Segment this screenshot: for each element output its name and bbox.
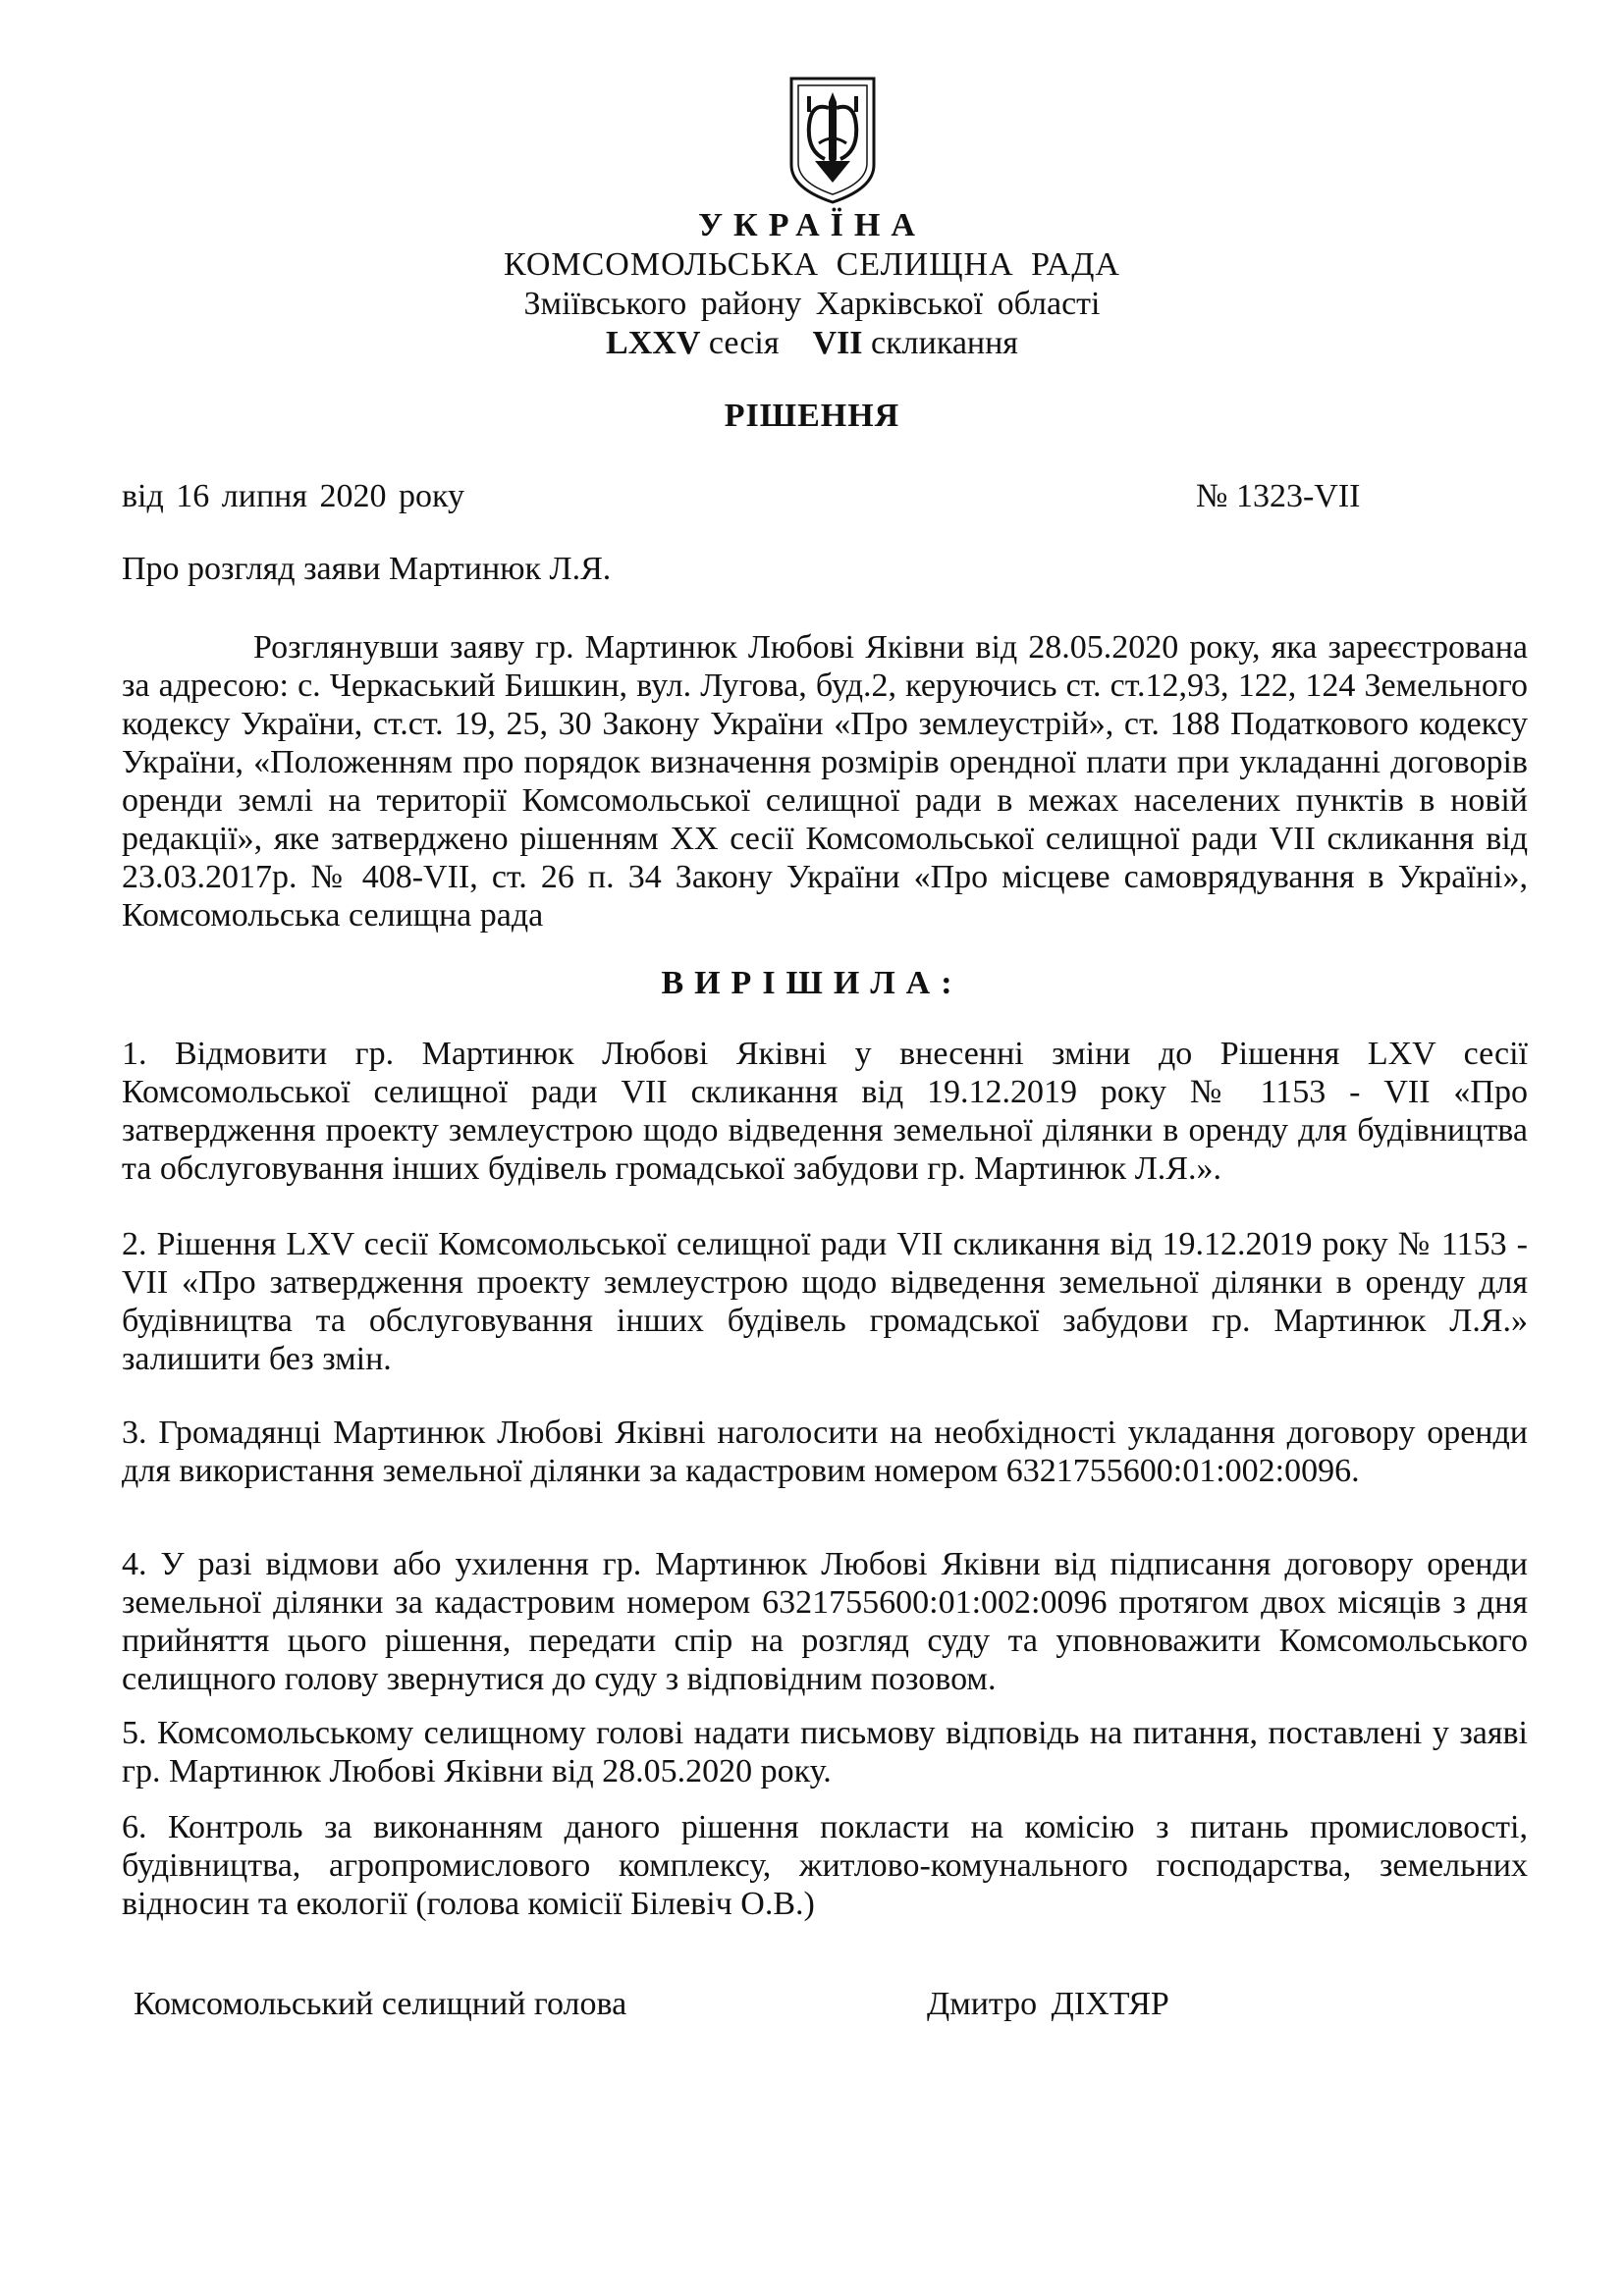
decision-item-1: 1. Відмовити гр. Мартинюк Любові Яківні у внесенні зміни до Рішення LXV сесії Комсомольської селищної ради VII скликання від 19.12.2019 року № 1153 - VII «Про затвердження проекту землеустрою щодо відведення земельної ділянки в оренду для будівництва та обслуговування інших будівель громадської забудови гр. Мартинюк Л.Я.». [122, 1036, 1528, 1187]
decided-heading: ВИРІШИЛА: [661, 965, 963, 1001]
coat-of-arms-icon [785, 75, 880, 206]
session-number: LXXV [606, 325, 701, 361]
signatory-name: Дмитро ДІХТЯР [927, 1986, 1169, 2022]
decision-date: від 16 липня 2020 року [122, 478, 465, 514]
council-name: КОМСОМОЛЬСЬКА СЕЛИЩНА РАДА [504, 246, 1120, 283]
decision-subject: Про розгляд заяви Мартинюк Л.Я. [122, 551, 612, 587]
convocation-number: VII [812, 325, 863, 361]
decision-item-5: 5. Комсомольському селищному голові надати письмову відповідь на питання, поставлені у заяві гр. Мартинюк Любові Яківни від 28.05.2020 року. [122, 1715, 1528, 1789]
decision-item-6: 6. Контроль за виконанням даного рішення покласти на комісію з питань промисловості, будівництва, агропромислового комплексу, житлово-комунального господарства, земельних відносин та екології (голова комісії Білевіч О.В.) [122, 1809, 1528, 1922]
signatory-title: Комсомольський селищний голова [134, 1986, 627, 2022]
district-region: Зміївського району Харківської області [523, 286, 1101, 322]
decision-number: № 1323-VII [1196, 478, 1361, 514]
convocation-word: скликання [871, 325, 1018, 361]
decision-item-3: 3. Громадянці Мартинюк Любові Яківні наголосити на необхідності укладання договору оренди для використання земельної ділянки за кадастровим номером 6321755600:01:002:0096. [122, 1415, 1528, 1489]
document-type: РІШЕННЯ [724, 398, 900, 434]
decision-item-2: 2. Рішення LXV сесії Комсомольської селищної ради VII скликання від 19.12.2019 року № 1153 - VII «Про затвердження проекту землеустрою щодо відведення земельної ділянки в оренду для будівництва та обслуговування інших будівель громадської забудови гр. Мартинюк Л.Я.» залишити без змін. [122, 1226, 1528, 1377]
session-word: сесія [708, 325, 780, 361]
session-info [0, 320, 1624, 367]
country-heading: УКРАЇНА [698, 207, 926, 243]
preamble-paragraph: Розглянувши заяву гр. Мартинюк Любові Яківни від 28.05.2020 року, яка зареєстрована за адресою: с. Черкаський Бишкин, вул. Лугова, буд.2, керуючись ст. ст.12,93, 122, 124 Земельного кодексу України, ст.ст. 19, 25, 30 Закону України «Про землеустрій», ст. 188 Податкового кодексу України, «Положенням про порядок визначення розмірів орендної плати при укладанні договорів оренди землі на території Комсомольської селищної ради в межах населених пунктів в новій редакції», яке затверджено рішенням XX сесії Комсомольської селищної ради VII скликання від 23.03.2017р. № 408-VII, ст. 26 п. 34 Закону України «Про місцеве самоврядування в Україні», Комсомольська селищна рада [122, 629, 1528, 934]
decision-item-4: 4. У разі відмови або ухилення гр. Мартинюк Любові Яківни від підписання договору оренди земельної ділянки за кадастровим номером 6321755600:01:002:0096 протягом двох місяців з дня прийняття цього рішення, передати спір на розгляд суду та уповноважити Комсомольського селищного голову звернутися до суду з відповідним позовом. [122, 1546, 1528, 1697]
